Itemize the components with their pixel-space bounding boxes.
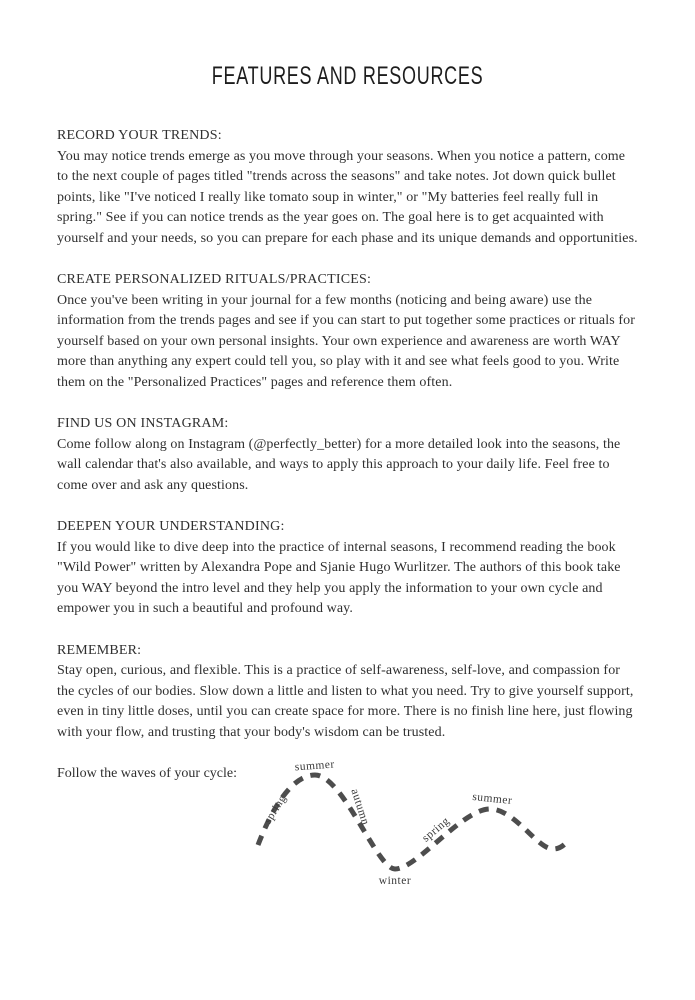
section-body-deepen-your-understanding: If you would like to dive deep into the practice of internal seasons, I recommend reading the book "Wild Power" written by Alexandra Pope and Sjanie Hugo Wurlitzer. The authors of this book take you WAY beyond the intro level and they help you apply the information to your own cycle and empower you in such a beautiful and profound way. [57, 539, 621, 616]
section-find-us-on-instagram [57, 414, 638, 496]
wave-label-spring-2: spring [420, 814, 453, 845]
wave-label-autumn: autumn [348, 787, 372, 827]
section-body-find-us-on-instagram: Come follow along on Instagram (@perfectly_better) for a more detailed look into the seasons, the wall calendar that's also available, and ways to apply this approach to your daily life. Feel free to come over and ask any questions. [57, 436, 621, 493]
section-body-record-your-trends: You may notice trends emerge as you move through your seasons. When you notice a pattern, come to the next couple of pages titled "trends across the seasons" and take notes. Jot down quick bullet points, like "I've noticed I really like tomato soup in winter," or "My batteries feel really full in spring." See if you can notice trends as the year goes on. The goal here is to get acquainted with yourself and your needs, so you can prepare for each phase and its unique demands and opportunities. [57, 148, 638, 246]
section-heading-remember: REMEMBER: [57, 642, 142, 658]
section-body-remember: Stay open, curious, and flexible. This is a practice of self-awareness, self-love, and compassion for the cycles of our bodies. Slow down a little and listen to what you need. Try to give yourself support, even in tiny little doses, until you can create space for more. There is no finish line here, just flowing with your flow, and trusting that your body's wisdom can be trusted. [57, 663, 634, 740]
cycle-wave-illustration [243, 759, 583, 899]
section-heading-create-personalized-rituals: CREATE PERSONALIZED RITUALS/PRACTICES: [57, 272, 372, 287]
section-create-personalized-rituals [57, 270, 638, 393]
wave-label-winter: winter [378, 875, 412, 887]
section-deepen-your-understanding [57, 517, 638, 620]
page-title: FEATURES AND RESOURCES [211, 62, 484, 90]
section-record-your-trends [57, 126, 638, 249]
section-heading-find-us-on-instagram: FIND US ON INSTAGRAM: [57, 416, 229, 431]
wave-caption: Follow the waves of your cycle: [57, 766, 238, 781]
wave-dashed-path [258, 775, 570, 869]
cycle-wave-figure [57, 759, 638, 904]
section-body-create-personalized-rituals: Once you've been writing in your journal for a few months (noticing and being aware) use the information from the trends pages and see if you can start to put together some practices or rituals for yourself based on your own personal insights. Your own experience and awareness are worth WAY more than anything any expert could tell you, so play with it and see what feels good to you. Write them on the "Personalized Practices" pages and reference them often. [57, 292, 636, 390]
wave-label-summer-1: summer [294, 759, 336, 774]
section-heading-record-your-trends: RECORD YOUR TRENDS: [57, 128, 222, 143]
wave-label-spring-1: spring [261, 792, 289, 827]
wave-label-summer-2: summer [471, 790, 513, 808]
section-remember [57, 641, 638, 744]
section-heading-deepen-your-understanding: DEEPEN YOUR UNDERSTANDING: [57, 519, 285, 534]
title-container [57, 62, 638, 90]
